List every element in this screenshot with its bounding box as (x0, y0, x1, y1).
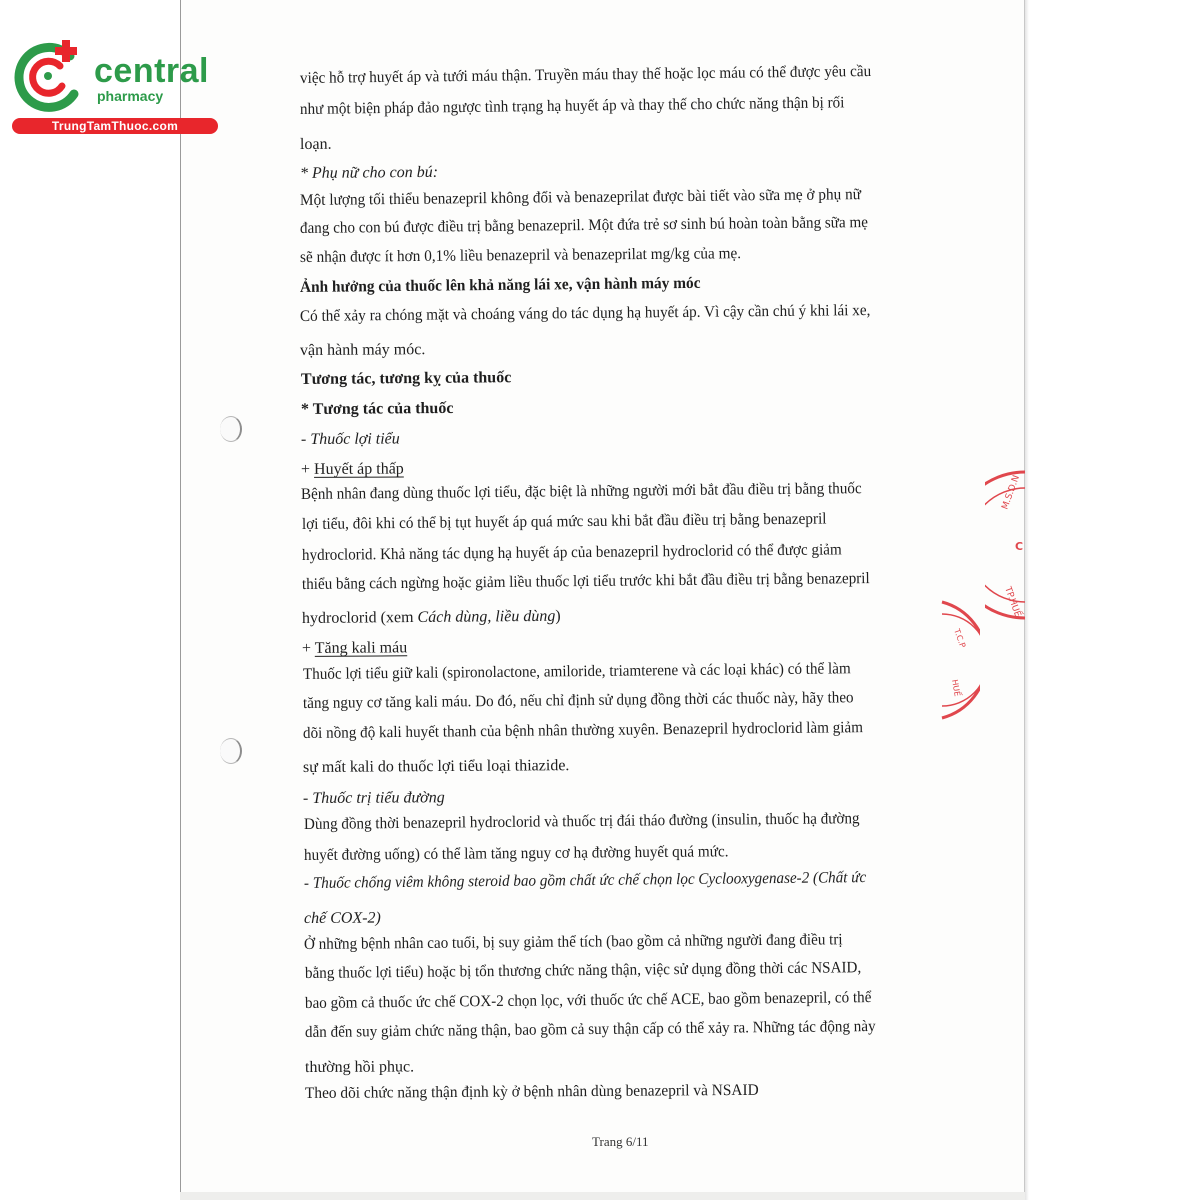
section-heading-interactions: Tương tác, tương kỵ của thuốc (300, 369, 512, 388)
partial-seal-stamp (940, 600, 980, 720)
svg-text:C: C (1015, 540, 1024, 553)
text-line: Một lượng tối thiểu benazepril không đổi và benazeprilat được bài tiết vào sữa mẹ ở phụ nữ (299, 186, 862, 209)
page-bottom-edge (180, 1192, 1025, 1200)
subheading-drug-interactions: * Tương tác của thuốc (300, 399, 454, 418)
bullet-hyperkalemia (302, 637, 407, 660)
text-line: việc hỗ trợ huyết áp và tưới máu thận. Truyền máu thay thế hoặc lọc máu có thể được yêu cầu (299, 63, 872, 87)
text-line: dõi nồng độ kali huyết thanh của bệnh nhân thường xuyên. Benazepril hydroclorid làm giảm (302, 719, 864, 742)
text-line-with-reference (302, 606, 561, 630)
text-line: như một biện pháp đảo ngược tình trạng hạ huyết áp và thay thế cho chức năng thận bị rối (299, 94, 845, 118)
plus-marker: + (301, 639, 312, 657)
text-fragment: hydroclorid (xem (301, 608, 418, 627)
text-fragment: ) (555, 607, 561, 625)
text-line: hydroclorid. Khả năng tác dụng hạ huyết áp của benazepril hydroclorid có thể được giảm (301, 541, 842, 564)
text-line: sự mất kali do thuốc lợi tiểu loại thiazide. (302, 757, 570, 776)
text-line: tăng nguy cơ tăng kali máu. Do đó, nếu chỉ định sử dụng đồng thời các thuốc này, hãy theo (302, 689, 854, 712)
cross-reference: Cách dùng, liều dùng (417, 607, 556, 626)
text-line: vận hành máy móc. (299, 341, 426, 359)
svg-text:HUẾ: HUẾ (950, 678, 962, 698)
section-heading-driving: Ảnh hưởng của thuốc lên khả năng lái xe, vận hành máy móc (299, 274, 701, 296)
text-line: huyết đường uống) có thể làm tăng nguy cơ hạ đường huyết quá mức. (303, 843, 729, 864)
plus-marker: + (300, 460, 311, 478)
subheading-nsaids: - Thuốc chống viêm không steroid bao gồm chất ức chế chọn lọc Cyclooxygenase-2 (Chất ức (303, 869, 867, 892)
bullet-label: Huyết áp thấp (313, 460, 404, 478)
text-line: dẫn đến suy giảm chức năng thận, bao gồm cả suy thận cấp có thể xảy ra. Những tác động này (304, 1018, 876, 1041)
text-line: Bệnh nhân đang dùng thuốc lợi tiểu, đặc biệt là những người mới bắt đầu điều trị bằng thuốc (300, 480, 862, 503)
text-line: Dùng đồng thời benazepril hydroclorid và thuốc trị đái tháo đường (insulin, thuốc hạ đường (303, 810, 860, 833)
company-seal-stamp (985, 470, 1025, 620)
section-heading-breastfeeding: * Phụ nữ cho con bú: (299, 163, 439, 182)
text-line: thiểu bằng cách ngừng hoặc giảm liều thuốc lợi tiểu trước khi bắt đầu điều trị bằng benazepril (301, 570, 870, 593)
text-line: bao gồm cả thuốc ức chế COX-2 chọn lọc, với thuốc ức chế ACE, bao gồm benazepril, có thể (304, 989, 872, 1012)
text-line: Có thể xảy ra chóng mặt và choáng váng do tác dụng hạ huyết áp. Vì cậy cần chú ý khi lái xe, (299, 302, 871, 325)
punch-hole (220, 738, 242, 764)
subheading-antidiabetics: - Thuốc trị tiểu đường (302, 789, 445, 807)
page-number: Trang 6/11 (592, 1134, 649, 1149)
logo-mark-icon (8, 38, 92, 118)
subheading-nsaids-continued: chế COX-2) (303, 909, 381, 927)
punch-hole (220, 416, 242, 442)
text-line: bằng thuốc lợi tiểu) hoặc bị tổn thương chức năng thận, việc sử dụng đồng thời các NSAID, (304, 959, 862, 982)
bullet-low-blood-pressure (301, 458, 404, 481)
svg-text:TP.HUẾ: TP.HUẾ (1002, 585, 1023, 619)
text-line: sẽ nhận được ít hơn 0,1% liều benazepril và benazeprilat mg/kg của mẹ. (299, 245, 742, 266)
text-line: đang cho con bú được điều trị bằng benazepril. Một đứa trẻ sơ sinh bú hoàn toàn bằng sữa mẹ (299, 214, 869, 237)
central-pharmacy-logo (8, 38, 213, 138)
text-line: Thuốc lợi tiểu giữ kali (spironolactone, amiloride, triamterene và các loại khác) có thể làm (302, 660, 851, 683)
text-line: lợi tiểu, đôi khi có thể bị tụt huyết áp quá mức sau khi bắt đầu điều trị bằng benazepril (301, 510, 827, 533)
text-line: thường hồi phục. (304, 1058, 415, 1076)
text-line: Ở những bệnh nhân cao tuổi, bị suy giảm thể tích (bao gồm cả những người đang điều trị (303, 931, 843, 953)
subheading-diuretics: - Thuốc lợi tiểu (300, 430, 400, 448)
svg-text:T.C.P: T.C.P (952, 627, 968, 649)
text-line: Theo dõi chức năng thận định kỳ ở bệnh nhân dùng benazepril và NSAID (304, 1081, 759, 1102)
page-edge-shadow (1025, 0, 1029, 1200)
logo-subtitle: pharmacy (97, 88, 164, 104)
bullet-label: Tăng kali máu (314, 639, 408, 657)
svg-text:M.S.D.N: M.S.D.N (1000, 474, 1023, 512)
text-line: loạn. (299, 135, 332, 153)
logo-website: TrungTamThuoc.com (12, 118, 218, 134)
logo-brand-name: central (94, 52, 209, 90)
